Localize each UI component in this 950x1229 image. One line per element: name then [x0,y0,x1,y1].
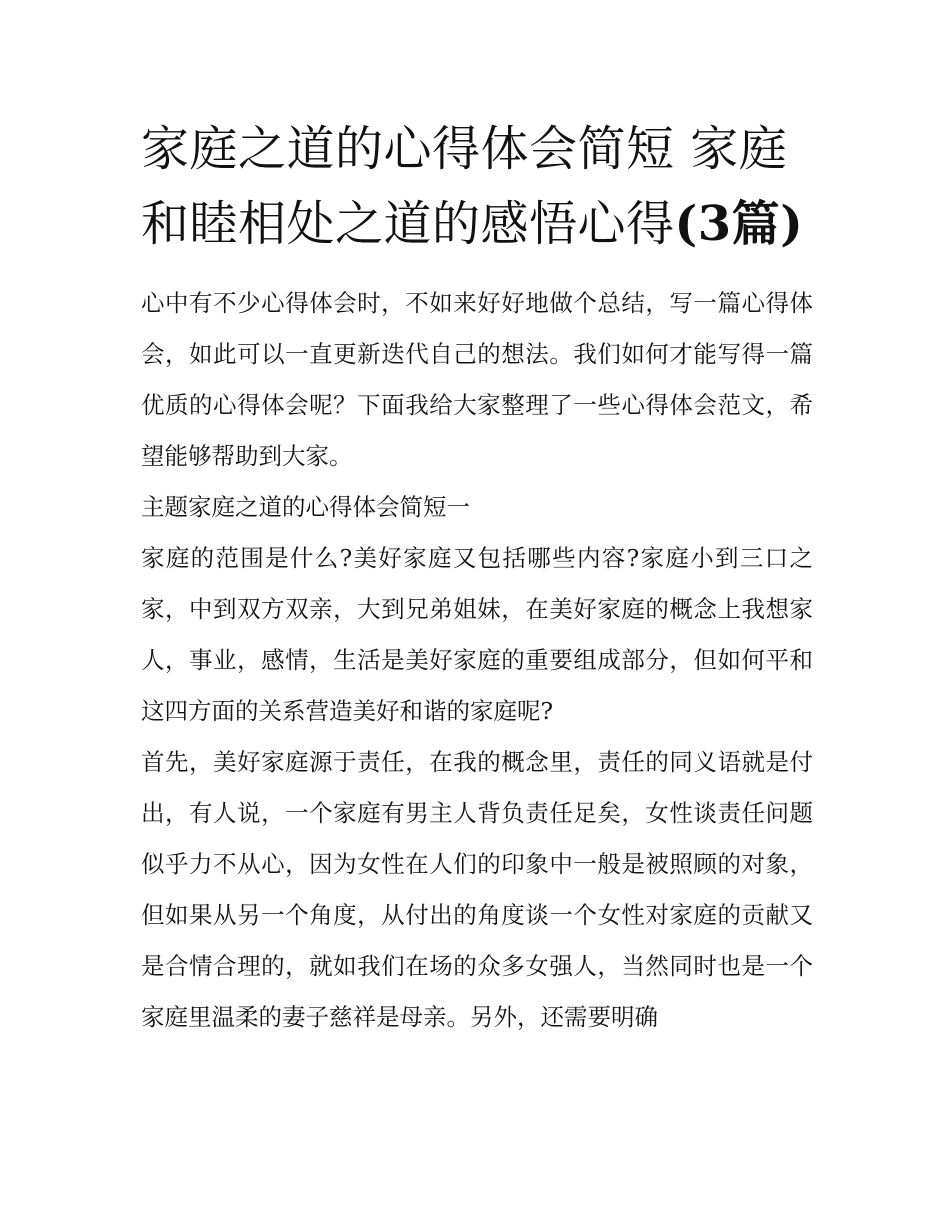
title-main: 家庭之道的心得体会简短 家庭和睦相处之道的感悟心得 [141,121,788,252]
document-page [141,112,813,1043]
intro-paragraph: 心中有不少心得体会时，不如来好好地做个总结，写一篇心得体会，如此可以一直更新迭代自己的想法。我们如何才能写得一篇优质的心得体会呢？下面我给大家整理了一些心得体会范文，希望能够帮助到大家。 [141,289,813,470]
title-suffix: (3篇) [674,196,804,252]
document-body [141,278,813,1043]
section-heading: 主题家庭之道的心得体会简短一 [141,493,470,521]
body-paragraph: 家庭的范围是什么?美好家庭又包括哪些内容?家庭小到三口之家，中到双方双亲，大到兄弟姐妹，在美好家庭的概念上我想家人，事业，感情，生活是美好家庭的重要组成部分，但如何平和这四方面的关系营造美好和谐的家庭呢? [141,544,813,725]
document-title [141,112,813,262]
body-paragraph: 首先，美好家庭源于责任，在我的概念里，责任的同义语就是付出，有人说，一个家庭有男主人背负责任足矣，女性谈责任问题似乎力不从心，因为女性在人们的印象中一般是被照顾的对象，但如果从另一个角度，从付出的角度谈一个女性对家庭的贡献又是合情合理的，就如我们在场的众多女强人，当然同时也是一个家庭里温柔的妻子慈祥是母亲。另外，还需要明确 [141,748,813,1031]
